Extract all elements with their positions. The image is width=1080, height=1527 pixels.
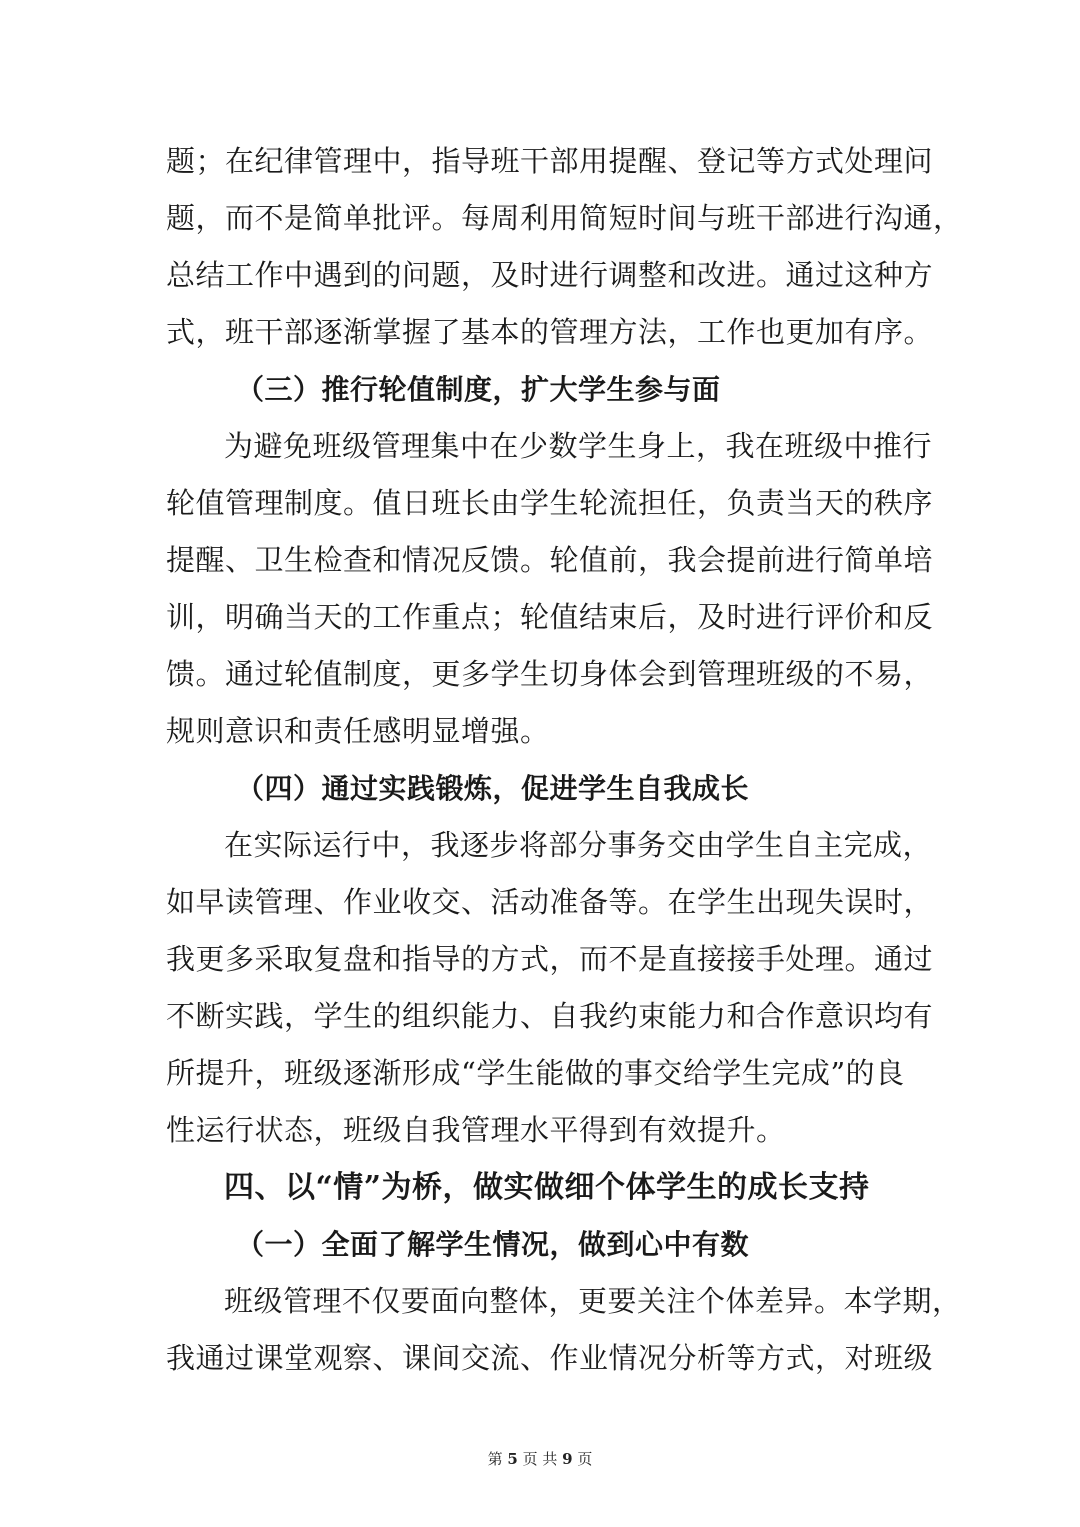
body-line: 班级管理不仅要面向整体，更要关注个体差异。本学期， <box>224 1284 962 1318</box>
body-line: 在实际运行中，我逐步将部分事务交由学生自主完成， <box>224 828 933 862</box>
body-line: 如早读管理、作业收交、活动准备等。在学生出现失误时， <box>166 885 934 919</box>
body-line: 为避免班级管理集中在少数学生身上，我在班级中推行 <box>224 429 933 463</box>
body-line: 我通过课堂观察、课间交流、作业情况分析等方式，对班级 <box>166 1341 934 1375</box>
section-heading-3: （三）推行轮值制度，扩大学生参与面 <box>236 373 721 406</box>
footer-prefix: 第 <box>487 1450 503 1468</box>
body-line: 规则意识和责任感明显增强。 <box>166 714 550 748</box>
chapter-heading: 四、以“情”为桥，做实做细个体学生的成长支持 <box>224 1170 870 1205</box>
body-line: 训，明确当天的工作重点；轮值结束后，及时进行评价和反 <box>166 600 934 634</box>
body-line: 性运行状态，班级自我管理水平得到有效提升。 <box>166 1113 786 1147</box>
total-page-number: 9 <box>562 1450 573 1468</box>
body-line: 我更多采取复盘和指导的方式，而不是直接接手处理。通过 <box>166 942 934 976</box>
footer-middle: 页 共 <box>522 1450 558 1468</box>
body-line: 提醒、卫生检查和情况反馈。轮值前，我会提前进行简单培 <box>166 543 934 577</box>
body-line: 总结工作中遇到的问题，及时进行调整和改进。通过这种方 <box>166 258 934 292</box>
body-line: 题，而不是简单批评。每周利用简短时间与班干部进行沟通， <box>166 201 963 235</box>
section-heading-1: （一）全面了解学生情况，做到心中有数 <box>236 1228 750 1261</box>
page-footer <box>0 1448 1080 1469</box>
footer-suffix: 页 <box>577 1450 593 1468</box>
body-line: 馈。通过轮值制度，更多学生切身体会到管理班级的不易， <box>166 657 934 691</box>
body-line: 不断实践，学生的组织能力、自我约束能力和合作意识均有 <box>166 999 934 1033</box>
body-line: 题；在纪律管理中，指导班干部用提醒、登记等方式处理问 <box>166 144 934 178</box>
document-body <box>166 133 963 1387</box>
current-page-number: 5 <box>507 1450 518 1468</box>
section-heading-4: （四）通过实践锻炼，促进学生自我成长 <box>236 772 750 805</box>
body-line: 轮值管理制度。值日班长由学生轮流担任，负责当天的秩序 <box>166 486 934 520</box>
body-line: 式，班干部逐渐掌握了基本的管理方法，工作也更加有序。 <box>166 315 934 349</box>
body-line: 所提升，班级逐渐形成“学生能做的事交给学生完成”的良 <box>166 1056 905 1090</box>
